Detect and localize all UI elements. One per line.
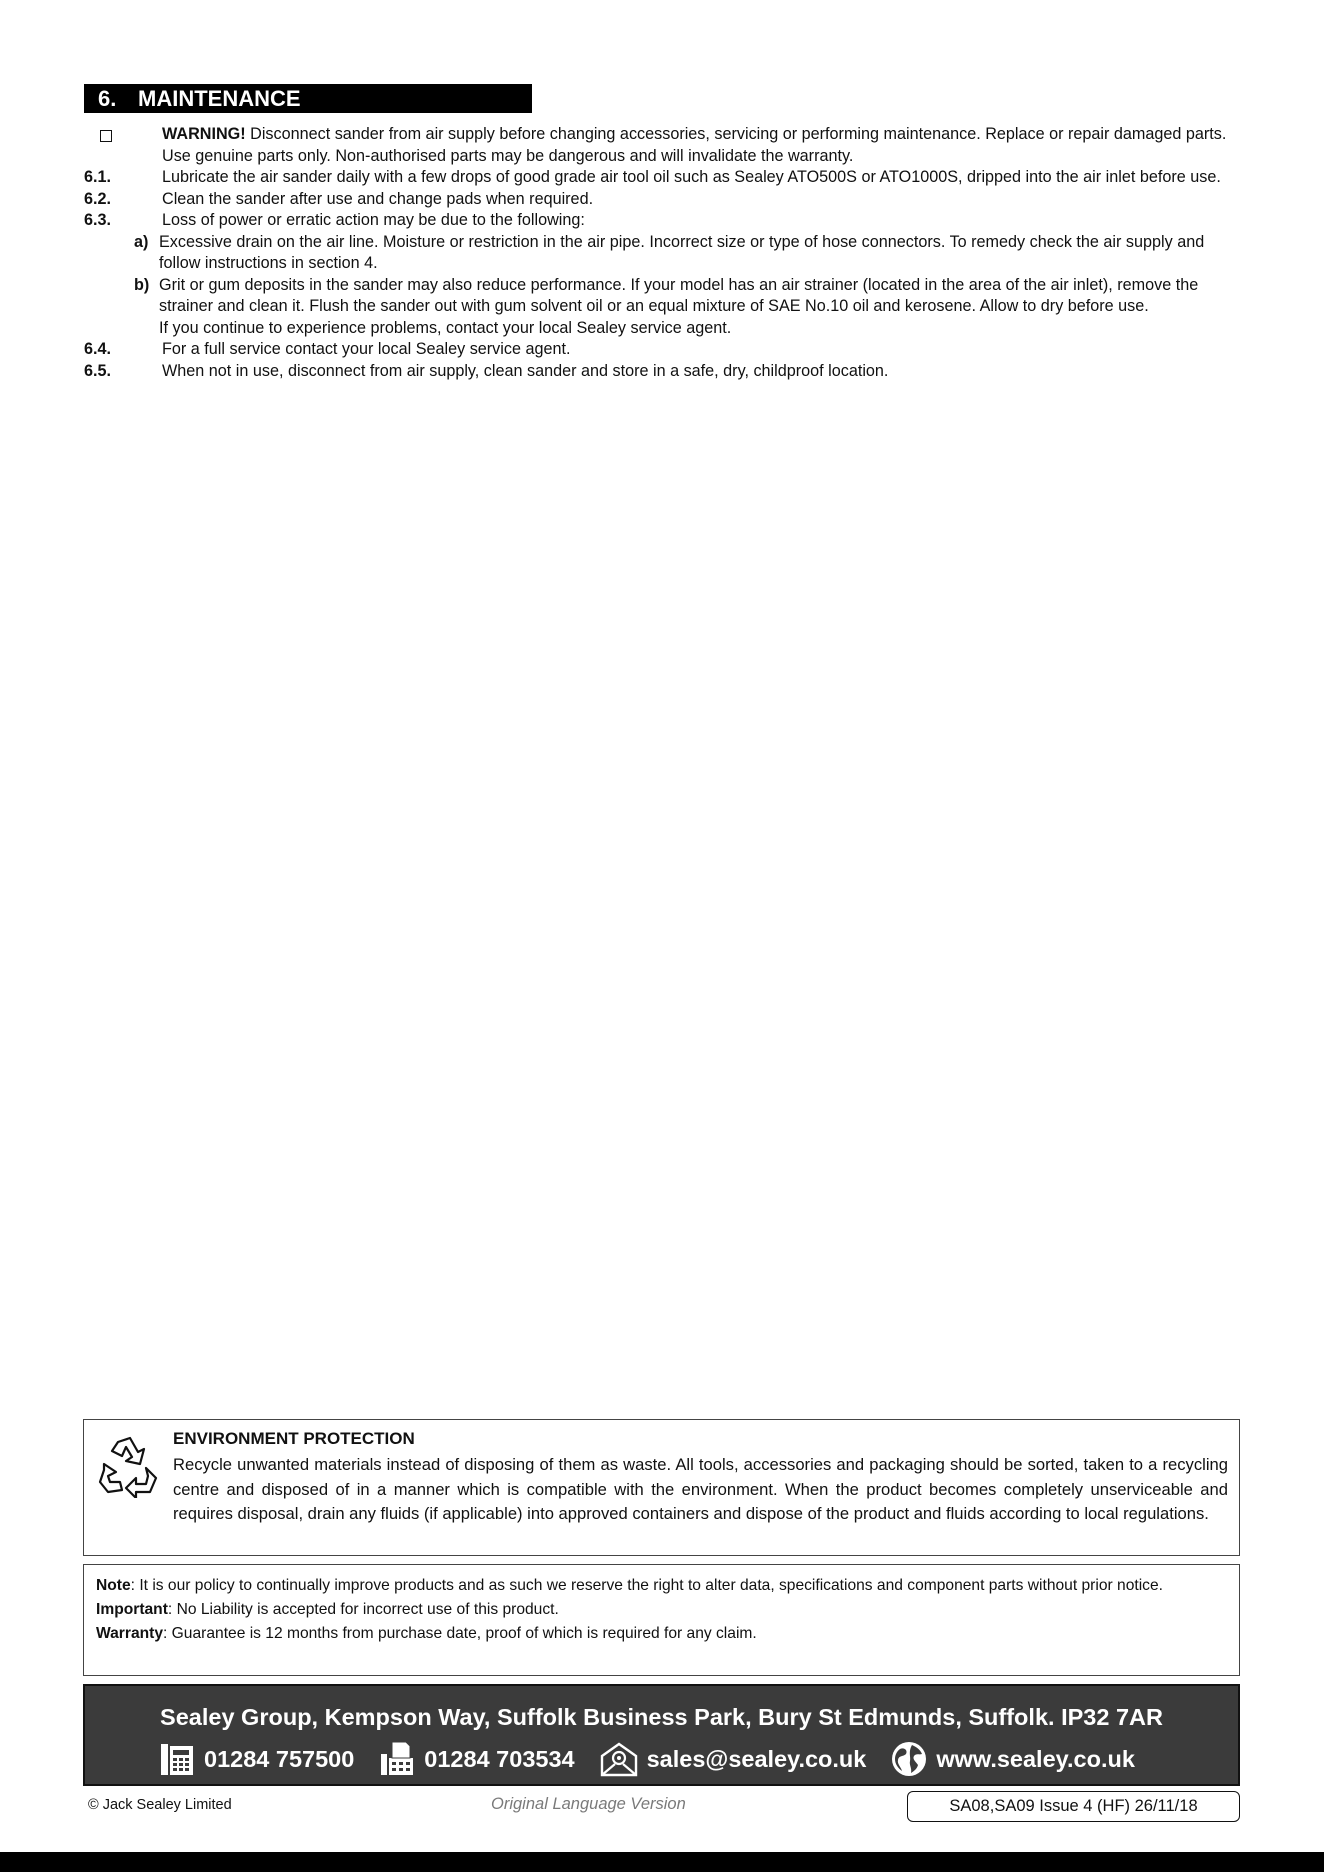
item-number: 6.1. [84, 168, 112, 186]
list-item [84, 189, 1234, 211]
sub-item-text: Excessive drain on the air line. Moisture or restriction in the air pipe. Incorrect size or type of hose connectors. To remedy check the air supply and follow instructions in section 4. [159, 232, 1205, 272]
item-text: Loss of power or erratic action may be due to the following: [162, 211, 585, 229]
sub-item [84, 232, 1234, 275]
email-address[interactable]: sales@sealey.co.uk [646, 1745, 867, 1772]
important-line [96, 1598, 1227, 1622]
phone-number[interactable]: 01284 757500 [204, 1745, 355, 1772]
list-item [84, 167, 1234, 189]
sub-item [84, 275, 1234, 318]
bottom-rule [0, 1852, 1324, 1872]
important-text: : No Liability is accepted for incorrect use of this product. [167, 1601, 559, 1618]
maintenance-list [84, 124, 1234, 382]
web-contact [890, 1740, 1135, 1778]
checkbox-icon [100, 124, 112, 149]
item-text: When not in use, disconnect from air supply, clean sander and store in a safe, dry, childproof location. [162, 361, 889, 380]
issue-badge: SA08,SA09 Issue 4 (HF) 26/11/18 [907, 1791, 1240, 1822]
sub-item-text: Grit or gum deposits in the sander may also reduce performance. If your model has an air strainer (located in the area of the air inlet), remove the strainer and clean it. Flush the sander out with gum solvent oil or an equal mixture of SAE No.10 oil and kerosene. Allow to dry before use. [159, 275, 1199, 315]
warranty-text: : Guarantee is 12 months from purchase date, proof of which is required for any claim. [163, 1625, 757, 1642]
warning-label: WARNING! [162, 125, 246, 143]
fax-icon [378, 1740, 416, 1778]
language-version: Original Language Version [491, 1795, 686, 1813]
environment-text: Recycle unwanted materials instead of disposing of them as waste. All tools, accessories and packaging should be sorted, taken to a recycling centre and disposed of in a manner which is compatible with the environment. When the product becomes completely unserviceable and requires disposal, drain any fluids (if applicable) into approved containers and dispose of the product and fluids according to local regulations. [173, 1455, 1228, 1523]
section-number: 6. [98, 86, 117, 111]
email-contact [599, 1740, 867, 1778]
email-icon [599, 1740, 639, 1778]
warranty-line [96, 1622, 1227, 1646]
company-address: Sealey Group, Kempson Way, Suffolk Business Park, Bury St Edmunds, Suffolk. IP32 7AR [160, 1704, 1163, 1730]
website-link[interactable]: www.sealey.co.uk [936, 1745, 1135, 1772]
continuation-text: If you continue to experience problems, contact your local Sealey service agent. [159, 318, 732, 337]
notes-box [83, 1564, 1240, 1676]
globe-icon [890, 1740, 928, 1778]
list-item [84, 210, 1234, 232]
fax-contact [378, 1740, 574, 1778]
copyright: © Jack Sealey Limited [88, 1797, 232, 1813]
phone-contact [158, 1740, 354, 1778]
recycle-icon [96, 1434, 162, 1498]
item-text: Lubricate the air sander daily with a few drops of good grade air tool oil such as Sealey ATO500S or ATO1000S, dripped into the air inlet before use. [162, 168, 1221, 186]
phone-icon [158, 1740, 196, 1778]
note-label: Note [96, 1577, 131, 1594]
sub-item-letter: b) [134, 275, 150, 294]
contact-footer [83, 1684, 1240, 1786]
warranty-label: Warranty [96, 1625, 164, 1642]
item-number: 6.2. [84, 189, 112, 208]
sub-item-letter: a) [134, 232, 149, 251]
fax-number[interactable]: 01284 703534 [424, 1745, 575, 1772]
environment-box [83, 1419, 1240, 1556]
contact-row [158, 1739, 1159, 1779]
important-label: Important [96, 1601, 168, 1618]
list-item [84, 361, 1234, 383]
item-number: 6.5. [84, 361, 112, 380]
item-number: 6.3. [84, 211, 112, 229]
item-text: Clean the sander after use and change pads when required. [162, 189, 594, 208]
environment-title: ENVIRONMENT PROTECTION [173, 1429, 415, 1448]
note-line [96, 1574, 1227, 1598]
note-text: : It is our policy to continually improve products and as such we reserve the right to alter data, specifications and component parts without prior notice. [130, 1577, 1163, 1594]
item-number: 6.4. [84, 340, 112, 358]
list-item [84, 339, 1234, 361]
section-title: MAINTENANCE [138, 86, 301, 111]
section-header [84, 84, 532, 113]
warning-item [84, 124, 1234, 167]
warning-text: Disconnect sander from air supply before changing accessories, servicing or performing maintenance. Replace or repair damaged parts. Use genuine parts only. Non-authorised parts may be dangerous and will invalidate the warranty. [162, 125, 1227, 165]
item-text: For a full service contact your local Sealey service agent. [162, 340, 571, 358]
